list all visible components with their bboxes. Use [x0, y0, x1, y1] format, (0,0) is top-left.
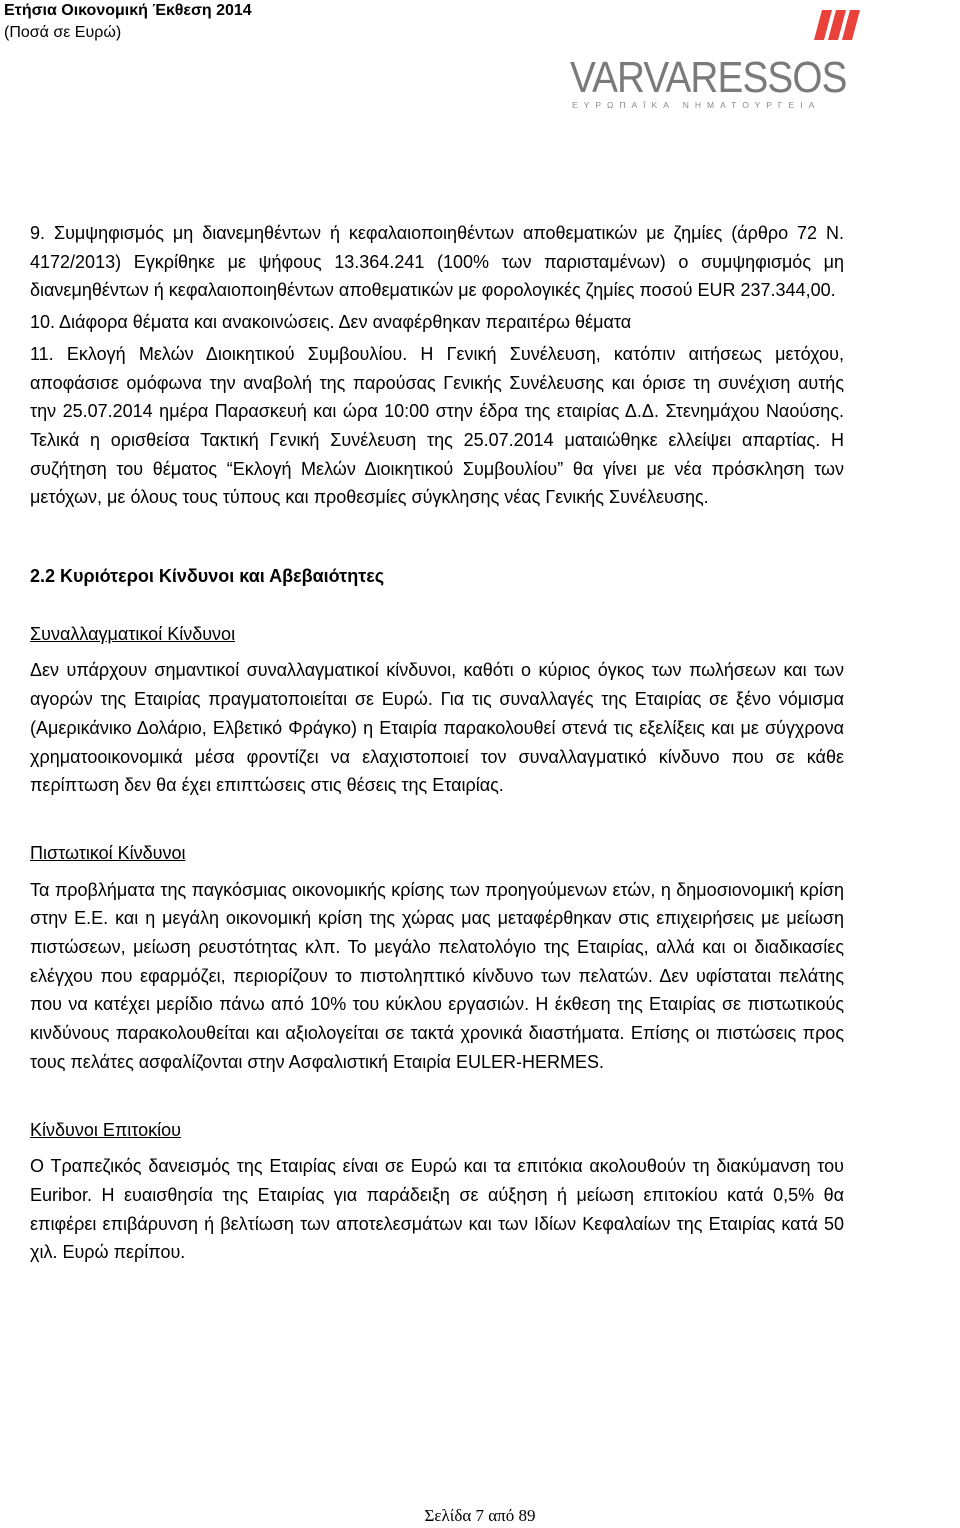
credit-risk-text: Τα προβλήματα της παγκόσμιας οικονομικής κρίσης των προηγούμενων ετών, η δημοσιονομική κρίση στην Ε.Ε. και η μεγάλη οικονομική κρίση της χώρας μας μεταφέρθηκαν στις επιχειρήσεις με μείωση πιστώσεων, μείωση ρευστότητας κλπ. Το μεγάλο πελατολόγιο της Εταιρίας, αλλά και οι διαδικασίες ελέγχου που εφαρμόζει, περιορίζουν το πιστοληπτικό κίνδυνο των πελατών. Δεν υφίσταται πελάτης που να κατέχει μερίδιο πάνω από 10% του κύκλου εργασιών. Η έκθεση της Εταιρίας σε πιστωτικούς κινδύνους παρακολουθείται και αξιολογείται σε τακτά χρονικά διαστήματα. Επίσης οι πιστώσεις προς τους πελάτες ασφαλίζονται στην Ασφαλιστική Εταιρία EULER-HERMES. — [30, 879, 844, 1072]
interest-risk-text: Ο Τραπεζικός δανεισμός της Εταιρίας είναι σε Ευρώ και τα επιτόκια ακολουθούν τη διακύμανση του Euribor. Η ευαισθησία της Εταιρίας για παράδειξη σε αύξηση ή μείωση επιτοκίου κατά 0,5% θα επιφέρει επιβάρυνση ή βελτίωση των αποτελεσμάτων και των Ιδίων Κεφαλαίων της Εταιρίας κατά 50 χιλ. Ευρώ περίπου. — [30, 1156, 844, 1263]
report-subtitle: (Ποσά σε Ευρώ) — [4, 24, 122, 41]
interest-risk-title: Κίνδυνοι Επιτοκίου — [30, 1119, 182, 1140]
fx-risk-title: Συναλλαγματικοί Κίνδυνοι — [30, 623, 236, 644]
agenda-item-9: 9. Συμψηφισμός μη διανεμηθέντων ή κεφαλαιοποιηθέντων αποθεματικών με ζημίες (άρθρο 72 Ν. 4172/2013) Εγκρίθηκε με ψήφους 13.364.241 (100% των παρισταμένων) ο συμψηφισμός μη διανεμηθέντων ή κεφαλαιοποιηθέντων αποθεματικών με φορολογικές ζημίες ποσού EUR 237.344,00. — [30, 223, 844, 301]
logo-stripes-icon — [570, 8, 860, 48]
page-number: Σελίδα 7 από 89 — [424, 1506, 536, 1525]
document-body — [30, 219, 844, 1267]
fx-risk-text: Δεν υπάρχουν σημαντικοί συναλλαγματικοί κίνδυνοι, καθότι ο κύριος όγκος των πωλήσεων και των αγορών της Εταιρίας πραγματοποιείται σε Ευρώ. Για τις συναλλαγές της Εταιρίας σε ξένο νόμισμα (Αμερικάνικο Δολάριο, Ελβετικό Φράγκο) η Εταιρία παρακολουθεί στενά τις εξελίξεις και με σύγχρονα χρηματοοικονομικά μέσα φροντίζει να ελαχιστοποιεί τον συναλλαγματικό κίνδυνο που σε κάθε περίπτωση δεν θα έχει επιπτώσεις στις θέσεις της Εταιρίας. — [30, 660, 844, 796]
logo-wordmark: VARVARESSOS — [570, 53, 847, 102]
logo-tagline: ΕΥΡΩΠΑΪΚΑ ΝΗΜΑΤΟΥΡΓΕΙΑ — [572, 100, 821, 110]
report-title: Ετήσια Οικονομική Έκθεση 2014 — [4, 2, 252, 19]
agenda-item-10: 10. Διάφορα θέματα και ανακοινώσεις. Δεν αναφέρθηκαν περαιτέρω θέματα — [30, 312, 632, 333]
company-logo — [570, 8, 860, 108]
agenda-item-11: 11. Εκλογή Μελών Διοικητικού Συμβουλίου. Η Γενική Συνέλευση, κατόπιν αιτήσεως μετόχου, αποφάσισε ομόφωνα την αναβολή της παρούσας Γενικής Συνέλευσης και όρισε τη συνέχιση αυτής την 25.07.2014 ημέρα Παρασκευή και ώρα 10:00 στην έδρα της εταιρίας Δ.Δ. Στενημάχου Ναούσης. Τελικά η ορισθείσα Τακτική Γενική Συνέλευση της 25.07.2014 ματαιώθηκε ελλείψει απαρτίας. Η συζήτηση του θέματος “Εκλογή Μελών Διοικητικού Συμβουλίου” θα γίνει με νέα πρόσκληση των μετόχων, με όλους τους τύπους και προθεσμίες σύγκλησης νέας Γενικής Συνέλευσης. — [30, 343, 844, 508]
report-header — [4, 0, 252, 44]
credit-risk-title: Πιστωτικοί Κίνδυνοι — [30, 842, 186, 863]
section-heading: 2.2 Κυριότεροι Κίνδυνοι και Αβεβαιότητες — [30, 566, 385, 587]
